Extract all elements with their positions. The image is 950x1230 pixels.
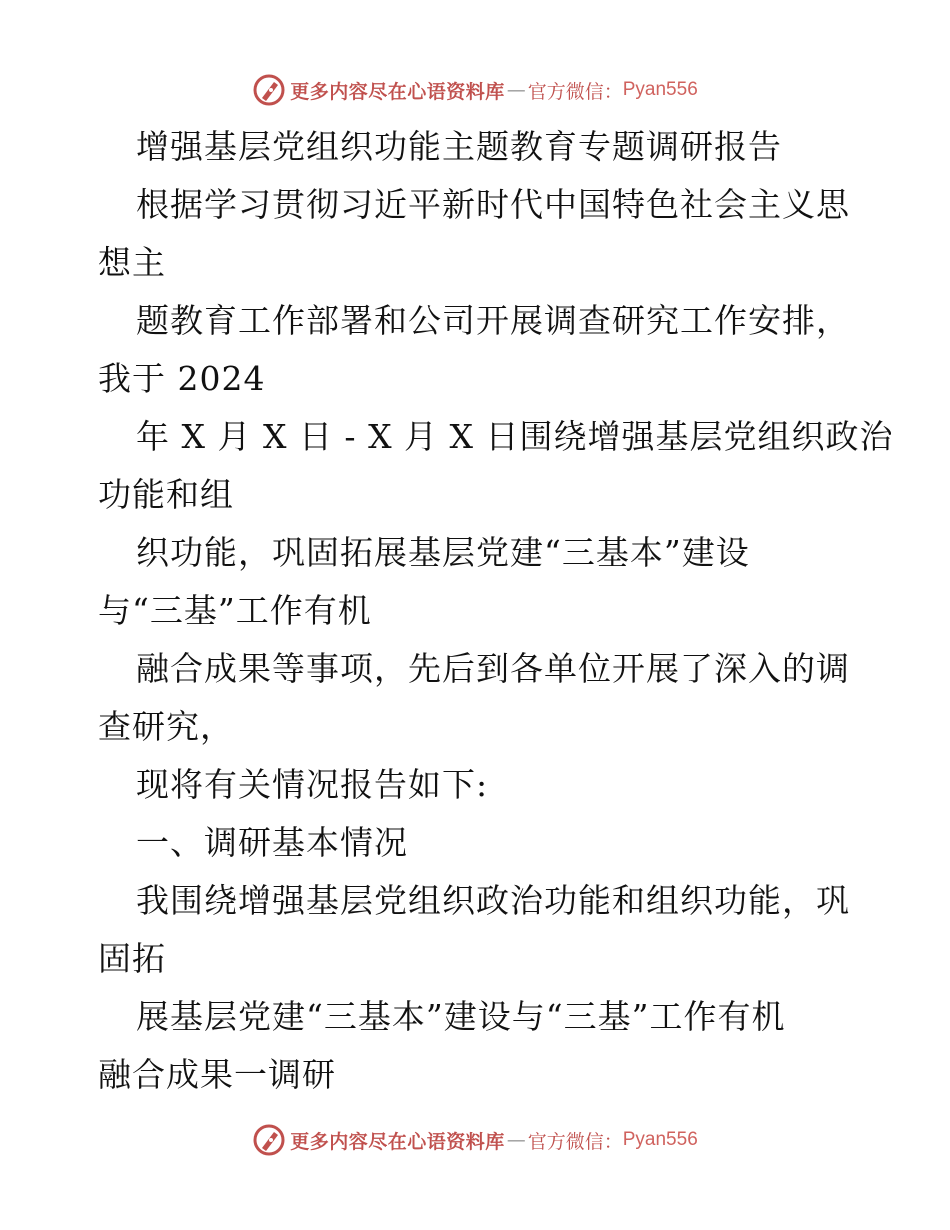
paragraph-line: 题教育工作部署和公司开展调查研究工作安排，: [136, 301, 850, 340]
document-body: [98, 118, 894, 1104]
fountain-pen-logo-icon: [252, 1123, 286, 1157]
document-title: 增强基层党组织功能主题教育专题调研报告: [136, 127, 782, 166]
paragraph-line: 想主: [98, 243, 166, 282]
banner-label: 官方微信：: [527, 80, 623, 103]
banner-brand: 更多内容尽在心语资料库: [290, 1130, 505, 1153]
paragraph-line: 查研究，: [98, 707, 234, 746]
banner-label: 官方微信：: [527, 1130, 623, 1153]
paragraph-line: 固拓: [98, 939, 166, 978]
section-heading: 一、调研基本情况: [136, 823, 408, 862]
paragraph-line: 融合成果等事项，先后到各单位开展了深入的调: [136, 649, 850, 688]
banner-dash: —: [506, 1129, 526, 1151]
paragraph-line: 融合成果一调研: [98, 1055, 336, 1094]
paragraph-line: 我于 2024: [98, 359, 266, 398]
paragraph-line: 我围绕增强基层党组织政治功能和组织功能，巩: [136, 881, 850, 920]
banner-dash: —: [506, 79, 526, 101]
banner-wechat-id: Pyan556: [622, 1129, 698, 1150]
header-banner: [0, 70, 950, 110]
paragraph-line: 织功能，巩固拓展基层党建“三基本”建设: [136, 533, 750, 572]
paragraph-line: 功能和组: [98, 475, 234, 514]
paragraph-line: 展基层党建“三基本”建设与“三基”工作有机: [136, 997, 786, 1036]
paragraph-line: 与“三基”工作有机: [98, 591, 372, 630]
banner-brand: 更多内容尽在心语资料库: [290, 80, 505, 103]
paragraph-line: 根据学习贯彻习近平新时代中国特色社会主义思: [136, 185, 850, 224]
paragraph-line: 现将有关情况报告如下:: [136, 765, 489, 804]
paragraph-line: 年 X 月 X 日 - X 月 X 日围绕增强基层党组织政治: [136, 417, 894, 456]
footer-banner: [0, 1120, 950, 1160]
fountain-pen-logo-icon: [252, 73, 286, 107]
banner-wechat-id: Pyan556: [622, 79, 698, 100]
